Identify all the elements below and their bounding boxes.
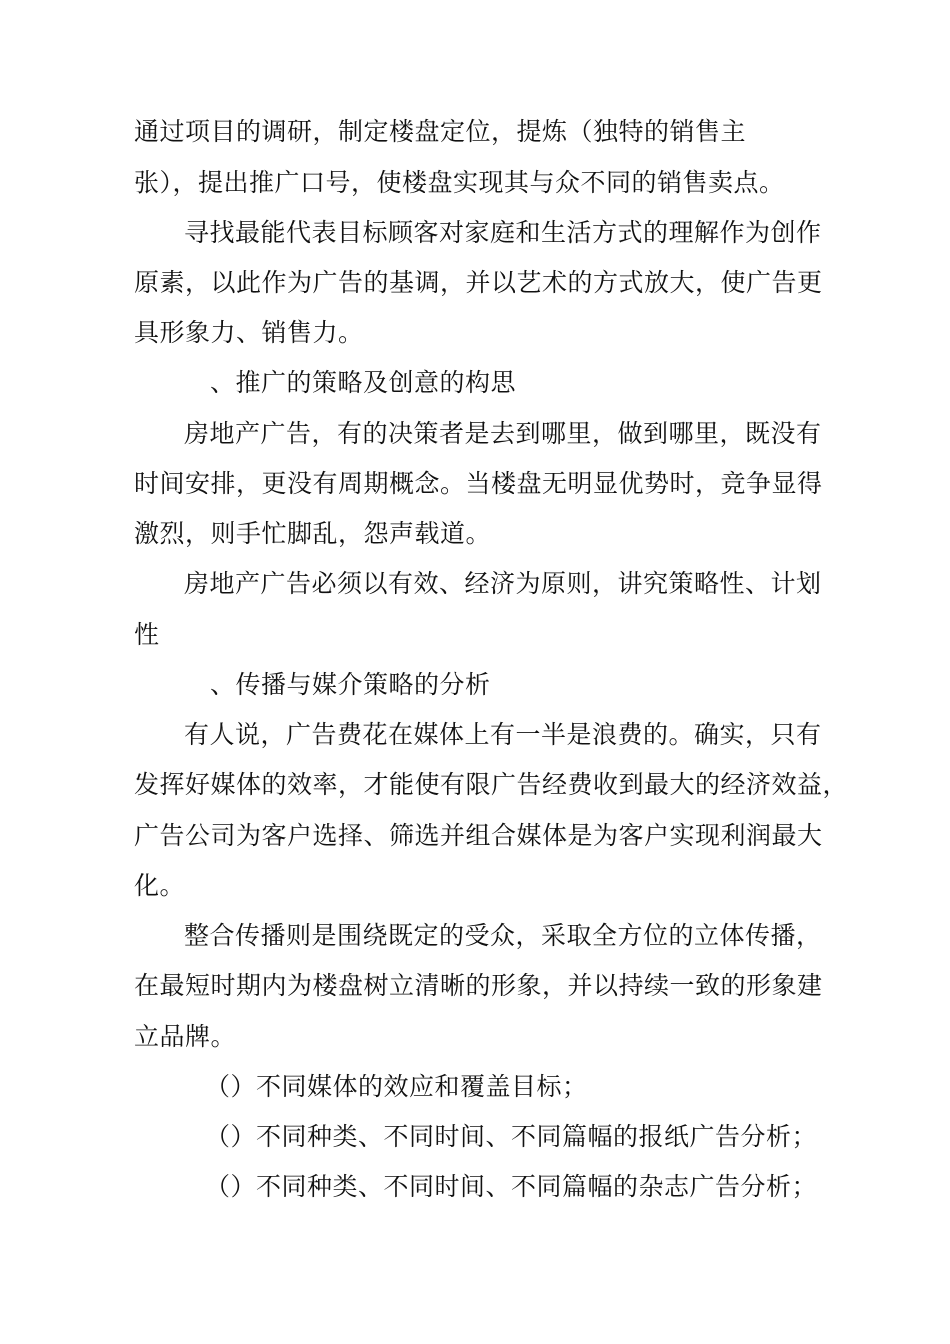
paragraph-line: 有人说，广告费花在媒体上有一半是浪费的。确实，只有	[184, 720, 822, 749]
paragraph-line: 具形象力、销售力。	[134, 318, 364, 347]
paragraph-line: 发挥好媒体的效率，才能使有限广告经费收到最大的经济效益，	[134, 770, 849, 799]
paragraph-line: 在最短时期内为楼盘树立清晰的形象，并以持续一致的形象建	[134, 971, 823, 1000]
paragraph-line: 寻找最能代表目标顾客对家庭和生活方式的理解作为创作	[184, 218, 822, 247]
paragraph-line: 房地产广告，有的决策者是去到哪里，做到哪里，既没有	[184, 419, 822, 448]
paragraph-line: 化。	[134, 871, 186, 900]
paragraph-line: 通过项目的调研，制定楼盘定位，提炼（独特的销售主	[134, 117, 747, 146]
list-item: （）不同媒体的效应和覆盖目标；	[205, 1072, 588, 1101]
paragraph-line: 立品牌。	[134, 1022, 237, 1051]
paragraph-line: 整合传播则是围绕既定的受众，采取全方位的立体传播，	[184, 921, 822, 950]
paragraph-line: 广告公司为客户选择、筛选并组合媒体是为客户实现利润最大	[134, 821, 823, 850]
paragraph-line: 激烈，则手忙脚乱，怨声载道。	[134, 519, 492, 548]
paragraph-line: 原素，以此作为广告的基调，并以艺术的方式放大，使广告更	[134, 268, 823, 297]
paragraph-line: 性	[134, 620, 160, 649]
paragraph-line: 时间安排，更没有周期概念。当楼盘无明显优势时，竞争显得	[134, 469, 823, 498]
paragraph-line: 房地产广告必须以有效、经济为原则，讲究策略性、计划	[184, 569, 822, 598]
section-heading: 、推广的策略及创意的构思	[210, 368, 517, 397]
section-heading: 、传播与媒介策略的分析	[210, 670, 491, 699]
list-item: （）不同种类、不同时间、不同篇幅的杂志广告分析；	[205, 1172, 818, 1201]
paragraph-line: 张），提出推广口号，使楼盘实现其与众不同的销售卖点。	[134, 168, 785, 197]
list-item: （）不同种类、不同时间、不同篇幅的报纸广告分析；	[205, 1122, 818, 1151]
